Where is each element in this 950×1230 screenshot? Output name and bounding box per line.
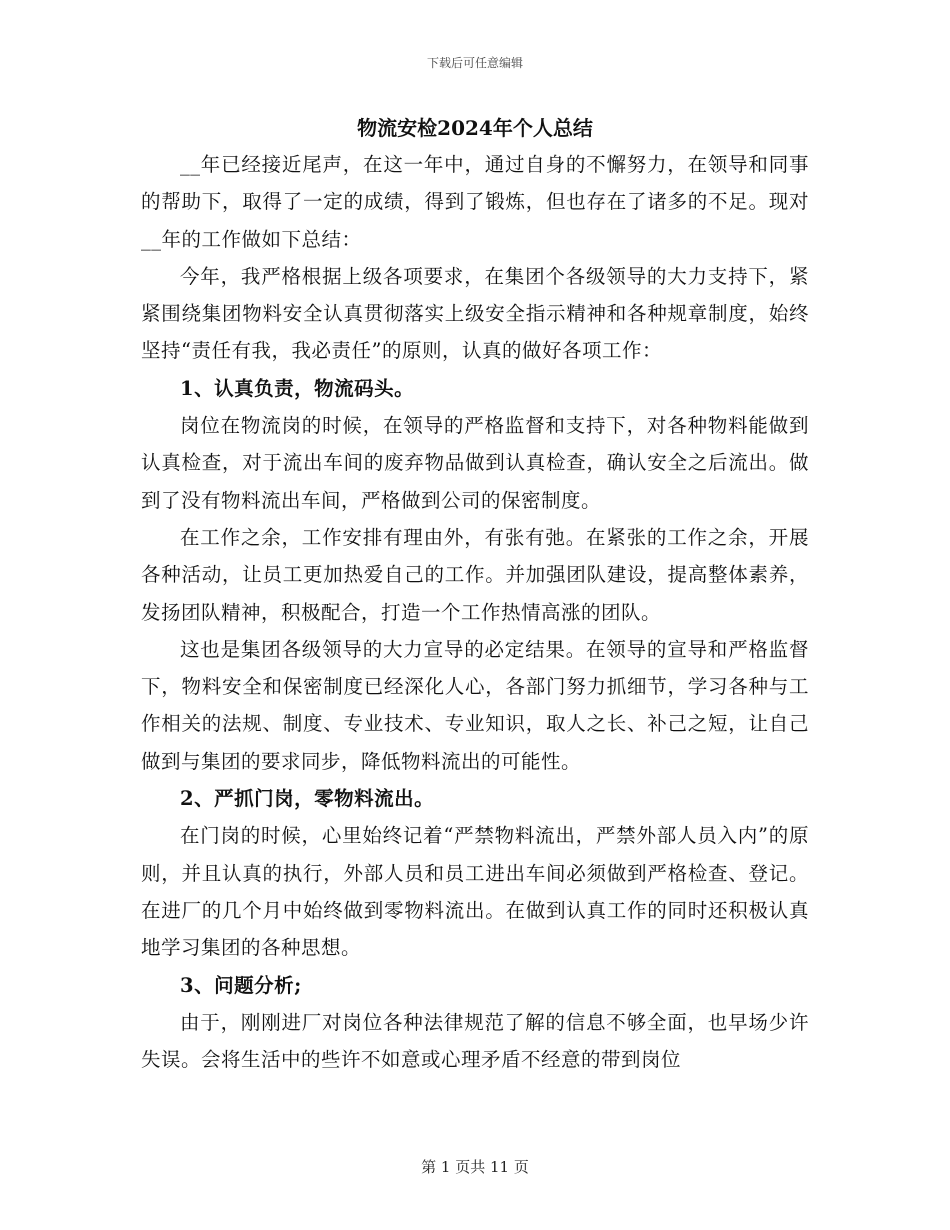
section-heading-2: 2、严抓门岗，零物料流出。	[180, 787, 435, 811]
paragraph-team: 在工作之余，工作安排有理由外，有张有弛。在紧张的工作之余，开展各种活动，让员工更加热爱自己的工作。并加强团队建设，提高整体素养，发扬团队精神，积极配合，打造一个工作热情高涨的团队。	[141, 525, 809, 624]
document-title: 物流安检2024年个人总结	[357, 116, 593, 140]
header-note: 下载后可任意编辑	[426, 56, 523, 70]
paragraph-leadership: 这也是集团各级领导的大力宣导的必定结果。在领导的宣导和严格监督下，物料安全和保密制度已经深化人心，各部门努力抓细节，学习各种与工作相关的法规、制度、专业技术、专业知识，取人之长、补己之短，让自己做到与集团的要求同步，降低物料流出的可能性。	[141, 637, 809, 773]
paragraph-analysis: 由于，刚刚进厂对岗位各种法律规范了解的信息不够全面，也早场少许失误。会将生活中的些许不如意或心理矛盾不经意的带到岗位	[141, 1010, 809, 1072]
page-number: 第 1 页共 11 页	[421, 1158, 529, 1176]
section-heading-3: 3、问题分析;	[180, 973, 302, 997]
paragraph-overview: 今年，我严格根据上级各项要求，在集团个各级领导的大力支持下，紧紧围绕集团物料安全认真贯彻落实上级安全指示精神和各种规章制度，始终坚持“责任有我，我必责任”的原则，认真的做好各项工作：	[141, 264, 809, 363]
document-body	[141, 110, 809, 1078]
paragraph-logistics: 岗位在物流岗的时候，在领导的严格监督和支持下，对各种物料能做到认真检查，对于流出车间的废弃物品做到认真检查，确认安全之后流出。做到了没有物料流出车间，严格做到公司的保密制度。	[141, 414, 809, 512]
paragraph-intro: __年已经接近尾声，在这一年中，通过自身的不懈努力，在领导和同事的帮助下，取得了一定的成绩，得到了锻炼，但也存在了诸多的不足。现对__年的工作做如下总结：	[141, 153, 809, 251]
section-heading-1: 1、认真负责，物流码头。	[180, 376, 415, 400]
paragraph-gate: 在门岗的时候，心里始终记着“严禁物料流出，严禁外部人员入内”的原则，并且认真的执行，外部人员和员工进出车间必须做到严格检查、登记。在进厂的几个月中始终做到零物料流出。在做到认真工作的同时还积极认真地学习集团的各种思想。	[141, 824, 809, 960]
